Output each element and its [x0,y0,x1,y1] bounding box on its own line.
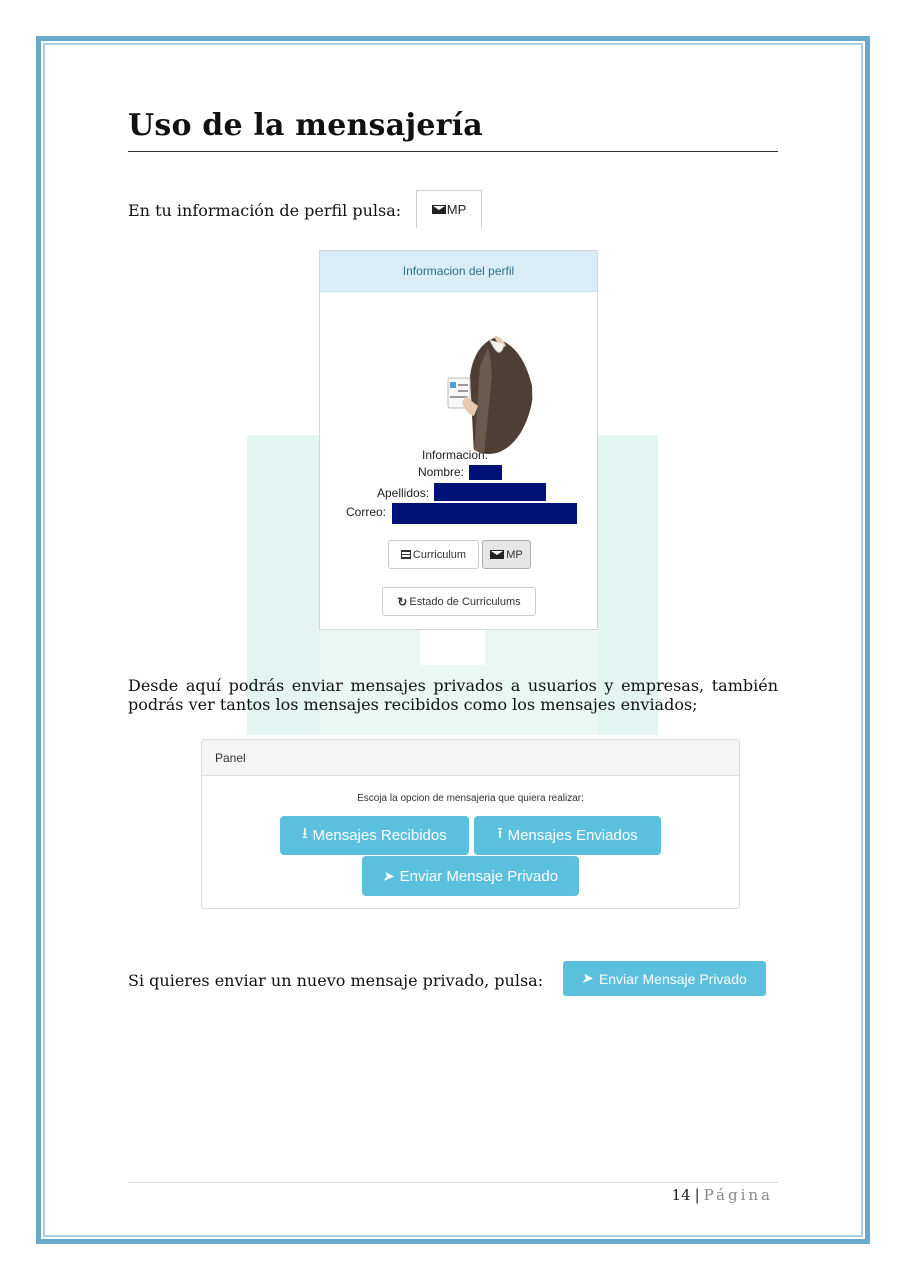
profile-card-heading: Informacion del perfil [320,251,597,292]
download-icon: ⭳ [302,825,308,842]
envelope-icon [432,205,446,214]
refresh-icon: ↻ [397,594,408,609]
send-private-message-label: Enviar Mensaje Privado [399,867,559,885]
send-icon: ➤ [580,970,597,986]
messaging-panel [201,739,740,909]
send-icon: ➤ [380,867,397,884]
envelope-icon [490,550,504,559]
footer-rule [128,1182,778,1183]
curriculum-button[interactable] [388,540,479,569]
estado-curriculums-button[interactable] [382,587,536,616]
mp-button[interactable] [482,540,531,569]
redacted-apellidos [434,483,546,501]
panel-prompt: Escoja la opcion de mensajeria que quiera realizar: [357,793,584,804]
redacted-correo [392,503,577,524]
mp-button-label: MP [506,548,523,561]
info-label: Informacion: [422,448,489,462]
sent-messages-label: Mensajes Enviados [507,827,638,844]
avatar [444,306,534,454]
new-message-paragraph: Si quieres enviar un nuevo mensaje privado, pulsa: [128,971,544,990]
page-number: 14 [671,1186,691,1204]
sent-messages-button[interactable] [474,816,661,855]
apellidos-label: Apellidos: [377,486,430,500]
profile-card [319,250,598,630]
page-label: Página [703,1186,773,1204]
new-private-message-label: Enviar Mensaje Privado [598,970,747,987]
intro-paragraph: En tu información de perfil pulsa: [128,201,402,220]
correo-label: Correo: [346,505,387,519]
nombre-label: Nombre: [418,465,465,479]
watermark-gap [420,630,485,665]
page-footer [671,1186,773,1204]
received-messages-button[interactable] [280,816,469,855]
estado-curriculums-label: Estado de Curriculums [409,595,521,608]
page-title: Uso de la mensajería [128,108,483,143]
panel-heading: Panel [202,740,739,776]
send-private-message-button[interactable] [362,856,579,896]
received-messages-label: Mensajes Recibidos [312,827,447,844]
title-underline [128,151,778,152]
redacted-nombre [469,465,502,480]
footer-separator: | [694,1186,700,1204]
description-paragraph: Desde aquí podrás enviar mensajes privados a usuarios y empresas, también podrás ver tantos los mensajes recibidos como los mensajes enviados; [128,676,778,714]
curriculum-button-label: Curriculum [412,548,467,561]
upload-icon: ⭱ [497,825,503,842]
mp-button-inline[interactable] [416,190,482,228]
mp-button-label: MP [446,202,467,217]
table-icon [401,550,411,559]
new-private-message-button[interactable] [563,961,766,996]
